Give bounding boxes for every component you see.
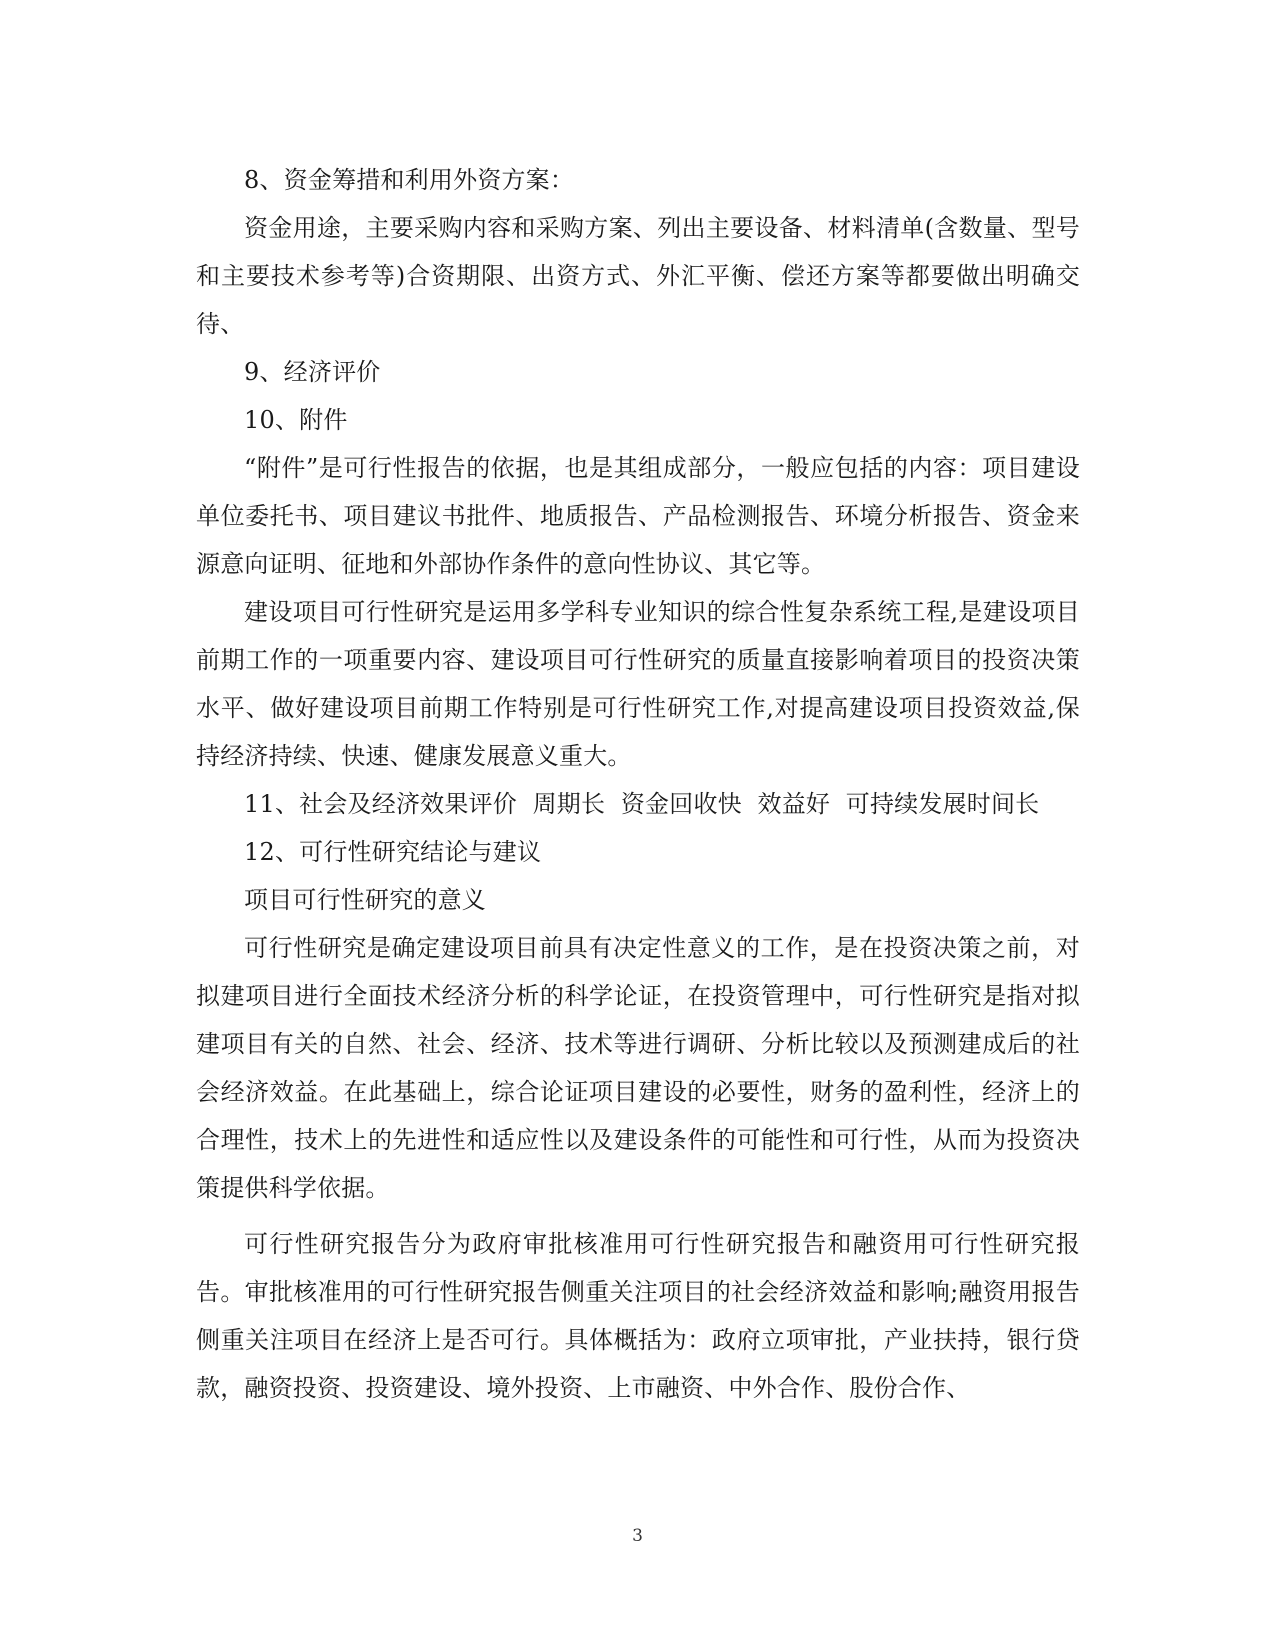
heading-social-economic-effect: 11、社会及经济效果评价 周期长 资金回收快 效益好 可持续发展时间长 [244, 790, 1040, 818]
paragraph-significance-content: 可行性研究是确定建设项目前具有决定性意义的工作，是在投资决策之前，对拟建项目进行全面技术经济分析的科学论证，在投资管理中，可行性研究是指对拟建项目有关的自然、社会、经济、技术等进行调研、分析比较以及预测建成后的社会经济效益。在此基础上，综合论证项目建设的必要性，财务的盈利性，经济上的合理性，技术上的先进性和适应性以及建设条件的可能性和可行性，从而为投资决策提供科学依据。 [196, 934, 1080, 1202]
heading-economic-evaluation: 9、经济评价 [244, 358, 381, 386]
paragraph-funding-usage: 资金用途，主要采购内容和采购方案、列出主要设备、材料清单(含数量、型号和主要技术参考等)合资期限、出资方式、外汇平衡、偿还方案等都要做出明确交待、 [196, 214, 1080, 338]
document-body [196, 156, 1080, 1412]
page-number: 3 [632, 1526, 643, 1546]
heading-attachments: 10、附件 [244, 406, 348, 434]
heading-conclusion: 12、可行性研究结论与建议 [244, 838, 542, 866]
paragraph-feasibility-importance: 建设项目可行性研究是运用多学科专业知识的综合性复杂系统工程,是建设项目前期工作的一项重要内容、建设项目可行性研究的质量直接影响着项目的投资决策水平、做好建设项目前期工作特别是可行性研究工作,对提高建设项目投资效益,保持经济持续、快速、健康发展意义重大。 [196, 598, 1080, 770]
heading-funding-plan: 8、资金筹措和利用外资方案： [244, 166, 575, 194]
paragraph-report-types: 可行性研究报告分为政府审批核准用可行性研究报告和融资用可行性研究报告。审批核准用的可行性研究报告侧重关注项目的社会经济效益和影响;融资用报告侧重关注项目在经济上是否可行。具体概括为：政府立项审批，产业扶持，银行贷款，融资投资、投资建设、境外投资、上市融资、中外合作、股份合作、 [196, 1230, 1080, 1402]
heading-significance: 项目可行性研究的意义 [244, 886, 486, 914]
paragraph-attachments-content: “附件”是可行性报告的依据，也是其组成部分，一般应包括的内容：项目建设单位委托书、项目建议书批件、地质报告、产品检测报告、环境分析报告、资金来源意向证明、征地和外部协作条件的意向性协议、其它等。 [196, 454, 1080, 578]
